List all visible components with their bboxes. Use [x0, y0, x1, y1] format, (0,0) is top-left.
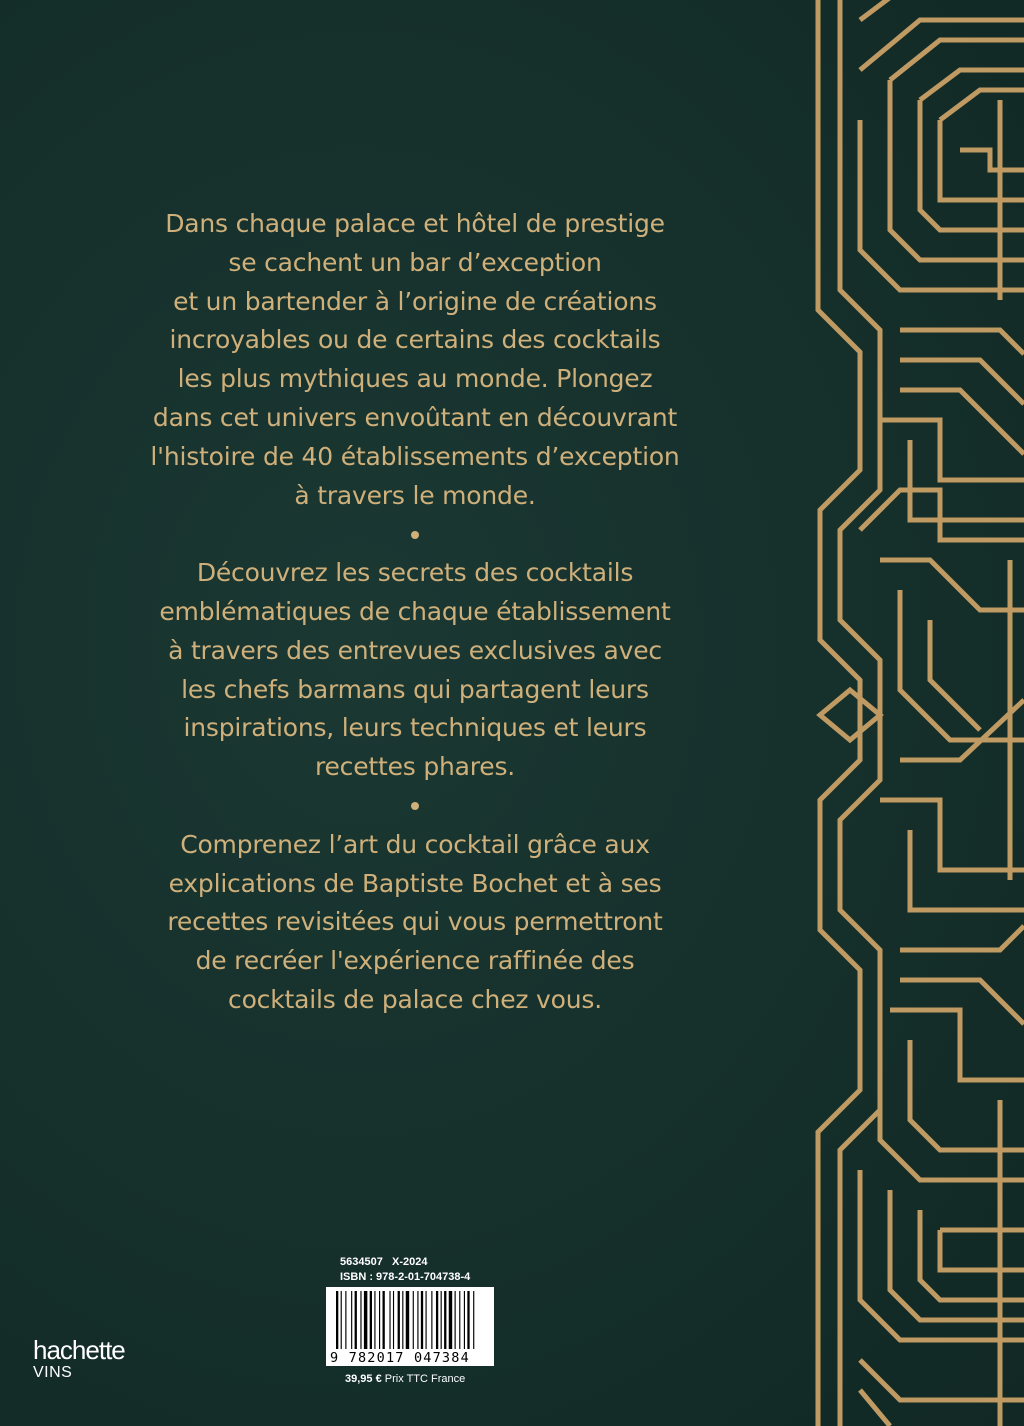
barcode-bar [341, 1291, 342, 1349]
barcode-bar [467, 1291, 469, 1349]
bullet-dot [411, 802, 419, 810]
barcode-bar [389, 1291, 390, 1349]
blurb-line: les chefs barmans qui partagent leurs [181, 674, 649, 704]
art-deco-ornament [800, 0, 1024, 1426]
publisher-logo [33, 1336, 125, 1382]
blurb-line: recettes revisitées qui vous permettront [167, 907, 663, 937]
blurb-line: cocktails de palace chez vous. [228, 984, 602, 1014]
price-amount: 39,95 € [345, 1373, 382, 1385]
blurb-paragraph-3 [140, 826, 690, 1020]
blurb-line: inspirations, leurs techniques et leurs [183, 713, 647, 743]
barcode-digits: 9 782017 047384 [330, 1350, 470, 1366]
edition-code: X-2024 [392, 1256, 428, 1268]
barcode-bar [351, 1291, 352, 1349]
barcode-bar [455, 1291, 456, 1349]
barcode-bar [406, 1291, 409, 1349]
barcode-bar [473, 1291, 474, 1349]
publisher-imprint: VINS [33, 1364, 73, 1381]
barcode-bar [364, 1291, 367, 1349]
barcode-bar [459, 1291, 460, 1349]
barcode-bar [345, 1291, 346, 1349]
barcode-bar [355, 1291, 357, 1349]
barcode-bar [417, 1291, 418, 1349]
barcode-bar [464, 1291, 465, 1349]
blurb-line: incroyables ou de certains des cocktails [169, 325, 661, 355]
blurb-line: de recréer l'expérience raffinée des [195, 946, 635, 976]
blurb-line: recettes phares. [314, 752, 516, 782]
blurb-line: à travers le monde. [294, 480, 536, 510]
barcode-bar [379, 1291, 380, 1349]
blurb-line: dans cet univers envoûtant en découvrant [152, 402, 678, 432]
barcode-bar [360, 1291, 361, 1349]
barcode-bar [444, 1291, 446, 1349]
blurb-line: Dans chaque palace et hôtel de prestige [165, 209, 665, 238]
separator [140, 515, 690, 554]
barcode-bar [426, 1291, 427, 1349]
isbn: ISBN : 978-2-01-704738-4 [340, 1271, 471, 1283]
barcode-bar [436, 1291, 438, 1349]
barcode-bars [326, 1287, 494, 1353]
bullet-dot [411, 531, 419, 539]
blurb-text [140, 205, 690, 1020]
barcode-bar [336, 1291, 338, 1349]
publisher-name: hachette [33, 1335, 125, 1365]
barcode-bar [383, 1291, 385, 1349]
barcode-bar [370, 1291, 372, 1349]
barcode-bar [374, 1291, 375, 1349]
product-codes [340, 1255, 470, 1285]
blurb-line: Découvrez les secrets des cocktails [196, 558, 634, 588]
barcode-bar [431, 1291, 432, 1349]
blurb-line: explications de Baptiste Bochet et à ses [168, 868, 662, 898]
price-label: Prix TTC France [384, 1373, 466, 1385]
blurb-line: les plus mythiques au monde. Plongez [177, 364, 653, 394]
blurb-paragraph-2 [140, 554, 690, 787]
reference-code: 5634507 [340, 1256, 383, 1268]
barcode-bar [402, 1291, 403, 1349]
blurb-line: l'histoire de 40 établissements d’exception [150, 441, 680, 471]
blurb-paragraph-1 [140, 205, 690, 515]
blurb-line: à travers des entrevues exclusives avec [168, 635, 662, 665]
barcode-bar [449, 1291, 452, 1349]
blurb-line: emblématiques de chaque établissement [159, 596, 671, 626]
barcode-bar [421, 1291, 423, 1349]
blurb-line: et un bartender à l’origine de créations [173, 286, 657, 316]
barcode-bar [393, 1291, 394, 1349]
barcode-bar [398, 1291, 400, 1349]
separator [140, 787, 690, 826]
barcode-bar [441, 1291, 442, 1349]
blurb-line: se cachent un bar d’exception [228, 247, 602, 277]
barcode-bar [413, 1291, 414, 1349]
price [345, 1372, 465, 1386]
blurb-line: Comprenez l’art du cocktail grâce aux [180, 829, 650, 859]
barcode [326, 1287, 494, 1366]
